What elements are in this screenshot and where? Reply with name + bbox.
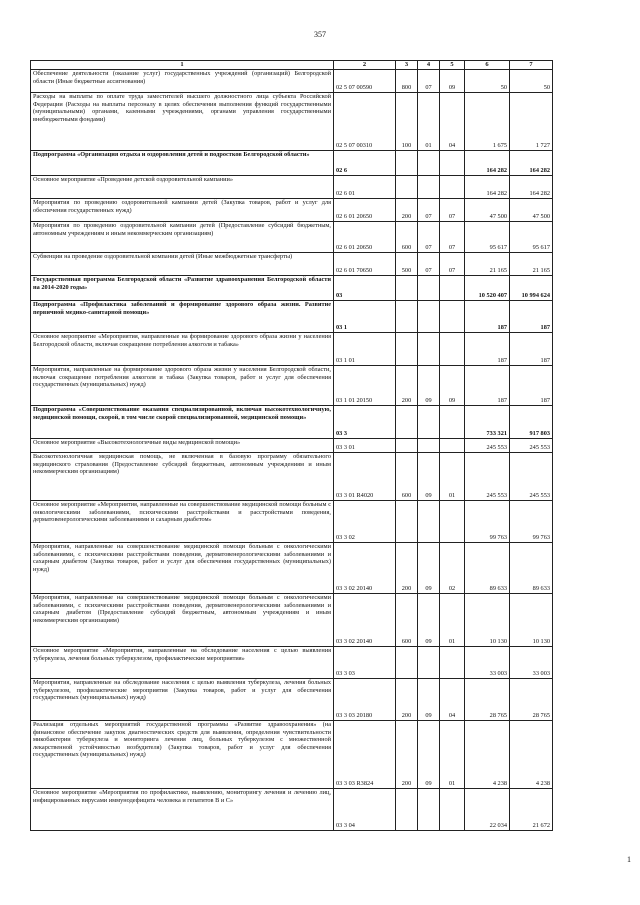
row-amount-col6: 10 130 [465,594,510,647]
row-expense-type: 200 [396,199,418,222]
row-description: Мероприятия, направленные на совершенствование медицинской помощи больным с онкологическими заболеваниями, с психическими расстройствами поведения, дерматовенерологическими заболеваниями и сахарным диабетом (Закупка товаров, работ и услуг для обеспечения государственных (муниципальных) нужд) [31,543,334,594]
row-amount-col6: 4 238 [465,721,510,789]
row-section: 09 [418,594,440,647]
page-number: 357 [314,30,326,39]
row-code: 03 3 01 [334,439,396,453]
row-amount-col7: 187 [510,333,553,366]
row-amount-col7: 50 [510,70,553,93]
row-amount-col6: 99 763 [465,501,510,543]
row-amount-col7: 164 282 [510,151,553,176]
row-expense-type: 200 [396,366,418,406]
row-code: 02 6 01 [334,176,396,199]
table-row [31,647,553,679]
row-subsection: 09 [440,366,465,406]
row-amount-col6: 187 [465,366,510,406]
table-row [31,501,553,543]
row-expense-type [396,439,418,453]
row-description: Мероприятия по проведению оздоровительной кампании детей (Закупка товаров, работ и услуг для обеспечения государственных нужд) [31,199,334,222]
row-amount-col7: 1 727 [510,93,553,151]
row-amount-col6: 10 520 407 [465,276,510,301]
table-row [31,301,553,333]
row-expense-type [396,176,418,199]
row-subsection [440,176,465,199]
row-subsection [440,647,465,679]
row-amount-col6: 187 [465,333,510,366]
row-description: Обеспечение деятельности (оказание услуг) государственных учреждений (организаций) Белгородской области (Иные бюджетные ассигнования) [31,70,334,93]
table-row [31,543,553,594]
row-description: Высокотехнологичная медицинская помощь, не включенная в базовую программу обязательного медицинского страхования (Предоставление субсидий бюджетным, автономным учреждениям и иным некоммерческим организациям) [31,453,334,501]
row-amount-col7: 187 [510,301,553,333]
row-description: Мероприятия, направленные на формирование здорового образа жизни у населения Белгородской области, включая сокращение потребления алкоголя и табака (Закупка товаров, работ и услуг для обеспечения государственных (муниципальных) нужд) [31,366,334,406]
row-expense-type: 200 [396,721,418,789]
row-subsection: 07 [440,253,465,276]
row-amount-col6: 89 633 [465,543,510,594]
row-subsection [440,151,465,176]
row-subsection [440,501,465,543]
row-amount-col6: 22 034 [465,789,510,831]
row-amount-col7: 95 617 [510,222,553,253]
row-code: 02 5 07 00310 [334,93,396,151]
header-cell: 3 [396,61,418,70]
row-expense-type [396,151,418,176]
row-description: Основное мероприятие «Мероприятия, направленные на формирование здорового образа жизни у населения Белгородской области, включая сокращение потребления алкоголя и табака» [31,333,334,366]
row-section [418,276,440,301]
table-row [31,222,553,253]
row-description: Мероприятия, направленные на совершенствование медицинской помощи больным с онкологическими заболеваниями, с психическими расстройствами поведения, дерматовенерологическими заболеваниями и сахарным диабетом (Предоставление субсидий бюджетным, автономным учреждениям и иным некоммерческим организациям) [31,594,334,647]
row-code: 02 6 01 20650 [334,222,396,253]
row-amount-col7: 21 165 [510,253,553,276]
table-row [31,453,553,501]
row-amount-col7: 164 282 [510,176,553,199]
row-amount-col6: 164 282 [465,176,510,199]
row-amount-col6: 245 553 [465,453,510,501]
row-section [418,439,440,453]
table-row [31,721,553,789]
row-code: 03 1 [334,301,396,333]
row-code: 03 3 03 R3824 [334,721,396,789]
row-section [418,176,440,199]
row-expense-type [396,333,418,366]
table-row [31,176,553,199]
row-section: 07 [418,253,440,276]
row-expense-type: 500 [396,253,418,276]
table-row [31,151,553,176]
table-row [31,276,553,301]
row-amount-col6: 95 617 [465,222,510,253]
row-section [418,151,440,176]
row-amount-col7: 245 553 [510,453,553,501]
row-subsection [440,406,465,439]
row-description: Подпрограмма «Организация отдыха и оздоровления детей и подростков Белгородской области» [31,151,334,176]
row-expense-type: 100 [396,93,418,151]
row-subsection [440,333,465,366]
row-description: Мероприятия по проведению оздоровительной кампании детей (Предоставление субсидий бюджетным, автономным учреждениям и иным некоммерческим организациям) [31,222,334,253]
row-expense-type: 600 [396,222,418,253]
row-amount-col6: 1 675 [465,93,510,151]
row-description: Субвенции на проведение оздоровительной компании детей (Иные межбюджетные трансферты) [31,253,334,276]
row-subsection [440,439,465,453]
row-amount-col6: 47 500 [465,199,510,222]
header-cell: 1 [31,61,334,70]
row-section [418,647,440,679]
row-subsection: 04 [440,679,465,721]
row-code: 03 3 03 [334,647,396,679]
row-subsection: 01 [440,594,465,647]
table-row [31,93,553,151]
header-cell: 4 [418,61,440,70]
row-subsection: 07 [440,199,465,222]
row-description: Реализация отдельных мероприятий государственной программы «Развитие здравоохранения» (на финансовое обеспечение закупок диагностических средств для выявления, определения чувствительности микобактерии туберкулеза и мониторинга лечения лиц, больных туберкулезом с множественной лекарственной устойчивостью возбудителя) (Закупка товаров, работ и услуг для обеспечения государственных (муниципальных) нужд) [31,721,334,789]
row-code: 02 6 [334,151,396,176]
row-expense-type: 800 [396,70,418,93]
row-amount-col7: 10 994 624 [510,276,553,301]
row-subsection: 09 [440,70,465,93]
row-section [418,333,440,366]
row-amount-col7: 28 765 [510,679,553,721]
row-section [418,406,440,439]
table-header-row [31,61,553,70]
row-description: Основное мероприятие «Проведение детской оздоровительной кампании» [31,176,334,199]
row-description: Государственная программа Белгородской области «Развитие здравоохранения Белгородской области на 2014-2020 годы» [31,276,334,301]
row-code: 03 1 01 20150 [334,366,396,406]
row-section [418,301,440,333]
row-expense-type: 600 [396,594,418,647]
row-subsection [440,301,465,333]
row-section: 09 [418,366,440,406]
row-description: Мероприятия, направленные на обследование населения с целью выявления туберкулеза, лечения больных туберкулезом, профилактические мероприятия (Закупка товаров, работ и услуг для обеспечения государственных (муниципальных) нужд) [31,679,334,721]
row-amount-col7: 245 553 [510,439,553,453]
table-row [31,439,553,453]
row-code: 03 [334,276,396,301]
row-description: Подпрограмма «Профилактика заболеваний и формирование здорового образа жизни. Развитие первичной медико-санитарной помощи» [31,301,334,333]
row-amount-col6: 28 765 [465,679,510,721]
row-section: 07 [418,199,440,222]
row-code: 02 5 07 00590 [334,70,396,93]
row-expense-type [396,301,418,333]
row-code: 03 3 [334,406,396,439]
row-subsection: 01 [440,721,465,789]
row-section [418,789,440,831]
row-amount-col6: 164 282 [465,151,510,176]
row-amount-col7: 47 500 [510,199,553,222]
row-code: 03 3 01 R4020 [334,453,396,501]
row-description: Расходы на выплаты по оплате труда заместителей высшего должностного лица субъекта Российской Федерации (Расходы на выплаты персоналу в целях обеспечения выполнения функций государственными (муниципальными) органами, казенными учреждениями, органами управления государственными внебюджетными фондами) [31,93,334,151]
row-amount-col7: 187 [510,366,553,406]
margin-mark: 1 [627,855,631,864]
row-code: 03 3 02 20140 [334,594,396,647]
row-amount-col6: 33 003 [465,647,510,679]
table-row [31,253,553,276]
row-description: Подпрограмма «Совершенствование оказания специализированной, включая высокотехнологичную, медицинской помощи, скорой, в том числе скорой специализированной, медицинской помощи» [31,406,334,439]
row-expense-type [396,789,418,831]
row-amount-col6: 187 [465,301,510,333]
row-section: 09 [418,543,440,594]
row-code: 03 3 03 20180 [334,679,396,721]
row-code: 03 3 02 [334,501,396,543]
table-row [31,679,553,721]
header-cell: 2 [334,61,396,70]
row-amount-col6: 21 165 [465,253,510,276]
row-subsection: 02 [440,543,465,594]
row-section: 09 [418,721,440,789]
row-amount-col7: 33 003 [510,647,553,679]
row-section: 09 [418,453,440,501]
row-description: Основное мероприятие «Высокотехнологичные виды медицинской помощи» [31,439,334,453]
row-code: 02 6 01 70650 [334,253,396,276]
row-subsection: 04 [440,93,465,151]
row-code: 03 3 04 [334,789,396,831]
row-section [418,501,440,543]
row-description: Основное мероприятие «Мероприятия, направленные на обследование населения с целью выявления туберкулеза, лечения больных туберкулезом, профилактические мероприятия» [31,647,334,679]
row-amount-col7: 4 238 [510,721,553,789]
row-section: 07 [418,222,440,253]
table-row [31,333,553,366]
row-subsection [440,276,465,301]
row-section: 07 [418,70,440,93]
row-amount-col6: 733 321 [465,406,510,439]
table-row [31,70,553,93]
row-description: Основное мероприятие «Мероприятия по профилактике, выявлению, мониторингу лечения и лечению лиц, инфицированных вирусами иммунодефицита человека и гепатитов В и С» [31,789,334,831]
row-section: 01 [418,93,440,151]
row-expense-type: 200 [396,543,418,594]
row-code: 02 6 01 20650 [334,199,396,222]
row-subsection: 01 [440,453,465,501]
row-description: Основное мероприятие «Мероприятия, направленные на совершенствование медицинской помощи больным с онкологическими заболеваниями, психическими расстройствами и расстройствами поведения, дерматовенерологическими заболеваниями и сахарным диабетом» [31,501,334,543]
row-expense-type: 200 [396,679,418,721]
row-subsection [440,789,465,831]
row-amount-col7: 21 672 [510,789,553,831]
row-expense-type [396,276,418,301]
row-subsection: 07 [440,222,465,253]
row-expense-type [396,501,418,543]
header-cell: 6 [465,61,510,70]
row-amount-col7: 99 763 [510,501,553,543]
row-amount-col6: 245 553 [465,439,510,453]
row-code: 03 1 01 [334,333,396,366]
row-amount-col7: 917 803 [510,406,553,439]
table-row [31,366,553,406]
row-expense-type [396,406,418,439]
row-amount-col7: 10 130 [510,594,553,647]
table-row [31,406,553,439]
row-amount-col7: 89 633 [510,543,553,594]
row-amount-col6: 50 [465,70,510,93]
row-section: 09 [418,679,440,721]
table-row [31,594,553,647]
table-row [31,789,553,831]
header-cell: 7 [510,61,553,70]
budget-table [30,60,553,831]
table-row [31,199,553,222]
row-code: 03 3 02 20140 [334,543,396,594]
table-body [31,61,553,831]
row-expense-type: 600 [396,453,418,501]
row-expense-type [396,647,418,679]
header-cell: 5 [440,61,465,70]
